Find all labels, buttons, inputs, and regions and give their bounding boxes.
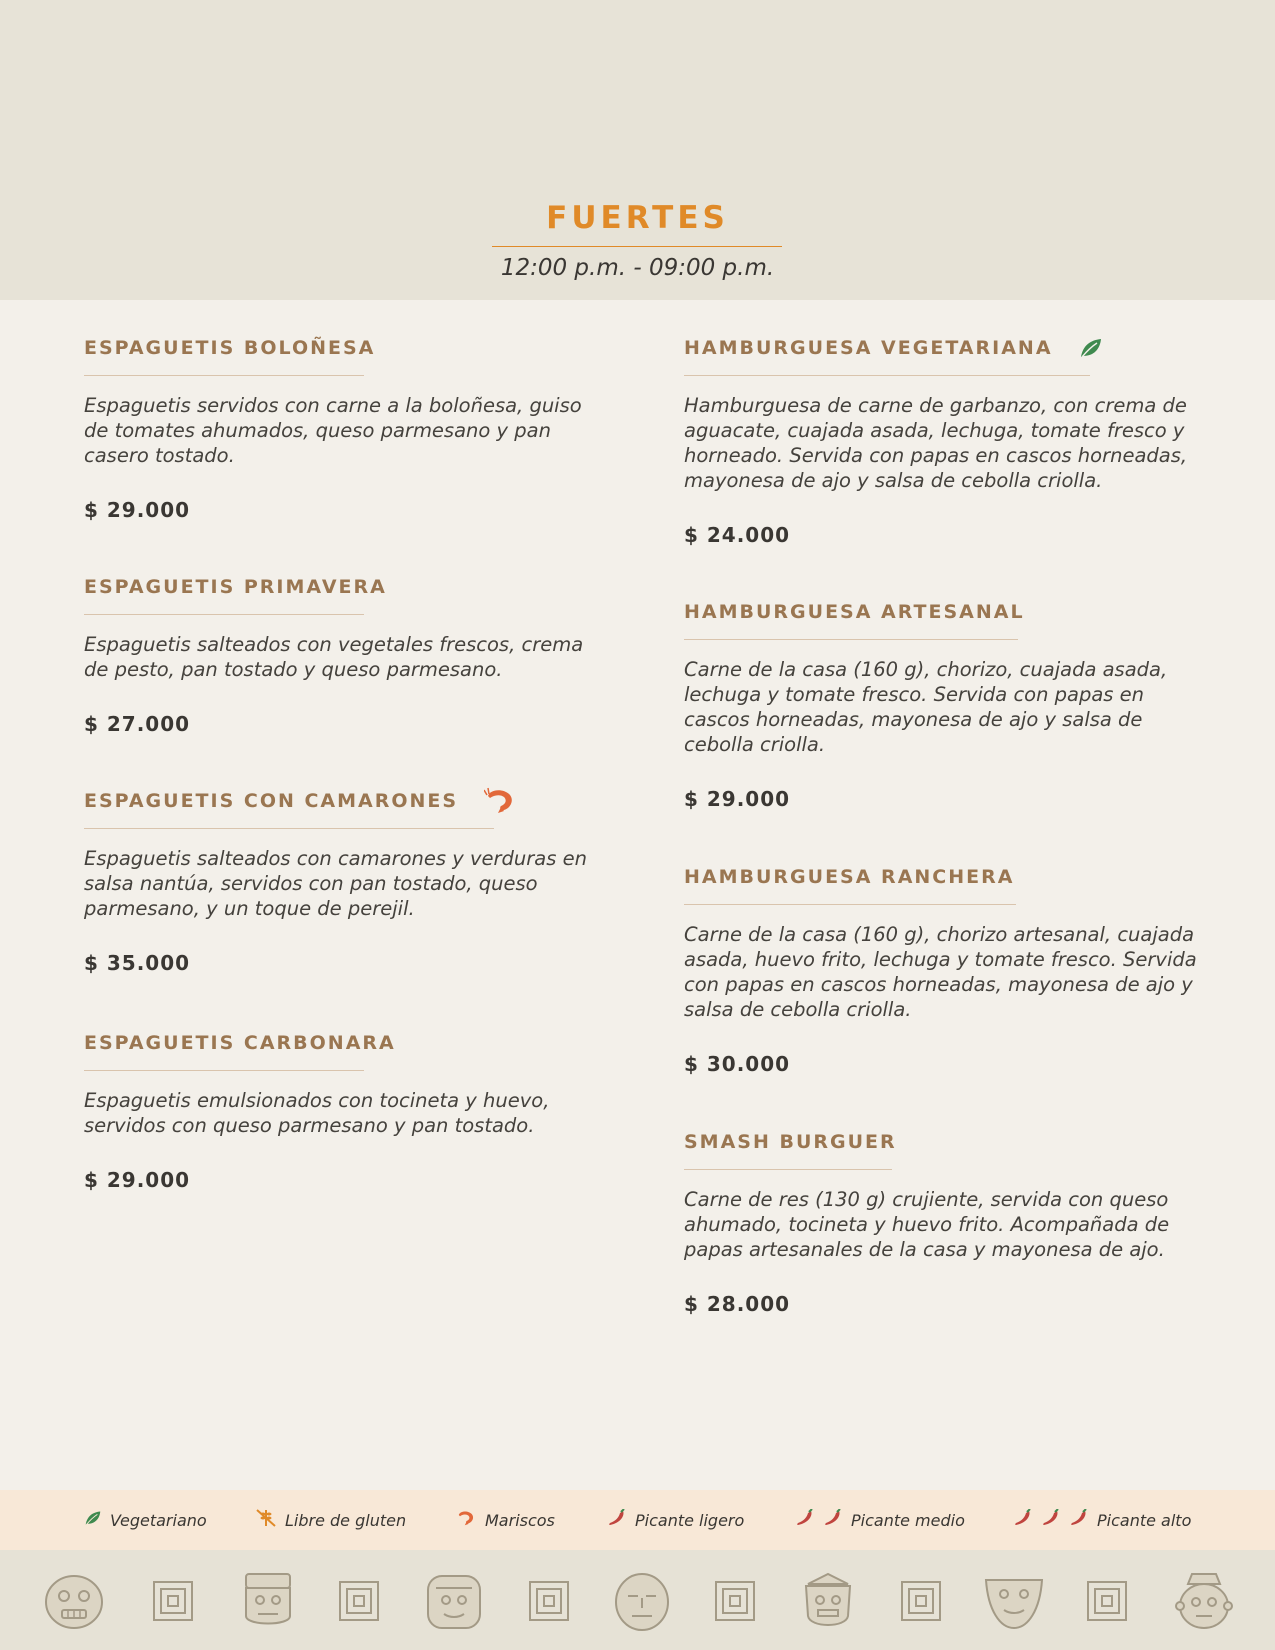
legend-seafood [455, 1490, 555, 1550]
menu-item [84, 1030, 604, 1192]
chili-icon [1069, 1509, 1089, 1531]
service-hours: 12:00 p.m. - 09:00 p.m. [500, 255, 775, 281]
item-description: Hamburguesa de carne de garbanzo, con crema de aguacate, cuajada asada, lechuga, tomate fresco y horneado. Servida con papas en cascos horneadas, mayonesa de ajo y salsa de cebolla criolla. [684, 394, 1188, 492]
mask-icon [982, 1570, 1046, 1634]
item-divider [84, 614, 364, 615]
menu-item [684, 335, 1204, 547]
item-price: $ 28.000 [684, 1292, 791, 1316]
item-price: $ 29.000 [84, 1168, 191, 1192]
spiral-fret-icon [1086, 1580, 1128, 1622]
dietary-legend [0, 1490, 1275, 1550]
legend-vegetarian [84, 1490, 207, 1550]
decorative-footer [0, 1550, 1275, 1650]
item-description: Espaguetis emulsionados con tocineta y huevo, servidos con queso parmesano y pan tostado. [84, 1089, 550, 1137]
mask-icon [796, 1570, 860, 1634]
chili-icon [795, 1509, 815, 1531]
spiral-fret-icon [900, 1580, 942, 1622]
no-wheat-icon [255, 1508, 277, 1532]
leaf-icon [1079, 337, 1103, 359]
item-name: HAMBURGUESA VEGETARIANA [684, 337, 1053, 359]
chili-icon [1013, 1509, 1033, 1531]
item-price: $ 35.000 [84, 951, 191, 975]
chili-icon [1041, 1509, 1061, 1531]
item-divider [84, 375, 364, 376]
legend-label: Mariscos [485, 1510, 555, 1530]
legend-high-spicy [1013, 1490, 1191, 1550]
chili-icon [823, 1509, 843, 1531]
shrimp-icon [455, 1509, 477, 1531]
title-divider [492, 246, 782, 247]
mask-icon [610, 1570, 674, 1634]
legend-mild-spicy [607, 1490, 744, 1550]
spiral-fret-icon [714, 1580, 756, 1622]
menu-item [684, 1129, 1204, 1316]
item-price: $ 30.000 [684, 1052, 791, 1076]
item-name: ESPAGUETIS PRIMAVERA [84, 576, 387, 598]
spiral-fret-icon [338, 1580, 380, 1622]
item-description: Espaguetis salteados con camarones y verduras en salsa nantúa, servidos con pan tostado, queso parmesano, y un toque de perejil. [84, 847, 587, 920]
item-price: $ 27.000 [84, 712, 191, 736]
leaf-icon [84, 1510, 102, 1530]
menu-item [84, 574, 604, 736]
legend-label: Vegetariano [110, 1510, 207, 1530]
mask-icon [1172, 1570, 1236, 1634]
item-divider [84, 1070, 364, 1071]
item-name: HAMBURGUESA RANCHERA [684, 866, 1015, 888]
item-divider [684, 904, 1016, 905]
section-title: FUERTES [546, 200, 729, 236]
item-description: Carne de la casa (160 g), chorizo artesanal, cuajada asada, huevo frito, lechuga y tomate fresco. Servida con papas en cascos horneadas, mayonesa de ajo y salsa de cebolla criolla. [684, 923, 1197, 1021]
menu-item [684, 599, 1204, 811]
item-price: $ 29.000 [684, 787, 791, 811]
item-description: Carne de res (130 g) crujiente, servida con queso ahumado, tocineta y huevo frito. Acompañada de papas artesanales de la casa y mayonesa de ajo. [684, 1188, 1170, 1261]
item-name: ESPAGUETIS CON CAMARONES [84, 790, 459, 812]
item-divider [684, 375, 1090, 376]
legend-medium-spicy [795, 1490, 965, 1550]
item-name: HAMBURGUESA ARTESANAL [684, 601, 1025, 623]
menu-item [84, 335, 604, 522]
menu-item [84, 788, 604, 975]
chili-icon [607, 1509, 627, 1531]
legend-gluten-free [255, 1490, 406, 1550]
mask-icon [422, 1570, 486, 1634]
spiral-fret-icon [152, 1580, 194, 1622]
item-price: $ 24.000 [684, 523, 791, 547]
item-divider [684, 639, 1018, 640]
item-name: ESPAGUETIS CARBONARA [84, 1032, 396, 1054]
item-description: Espaguetis servidos con carne a la boloñesa, guiso de tomates ahumados, queso parmesano y pan casero tostado. [84, 394, 582, 467]
legend-label: Libre de gluten [285, 1510, 407, 1530]
mask-icon [236, 1570, 300, 1634]
menu-item [684, 864, 1204, 1076]
item-price: $ 29.000 [84, 498, 191, 522]
item-description: Carne de la casa (160 g), chorizo, cuajada asada, lechuga y tomate fresco. Servida con papas en cascos horneadas, mayonesa de ajo y salsa de cebolla criolla. [684, 658, 1168, 756]
item-name: SMASH BURGUER [684, 1131, 897, 1153]
item-divider [84, 828, 494, 829]
legend-label: Picante alto [1097, 1510, 1192, 1530]
mask-icon [42, 1570, 106, 1634]
item-name: ESPAGUETIS BOLOÑESA [84, 337, 376, 359]
spiral-fret-icon [528, 1580, 570, 1622]
legend-label: Picante ligero [635, 1510, 745, 1530]
item-description: Espaguetis salteados con vegetales frescos, crema de pesto, pan tostado y queso parmesano. [84, 633, 584, 681]
shrimp-icon [484, 786, 516, 816]
legend-label: Picante medio [851, 1510, 965, 1530]
item-divider [684, 1169, 892, 1170]
